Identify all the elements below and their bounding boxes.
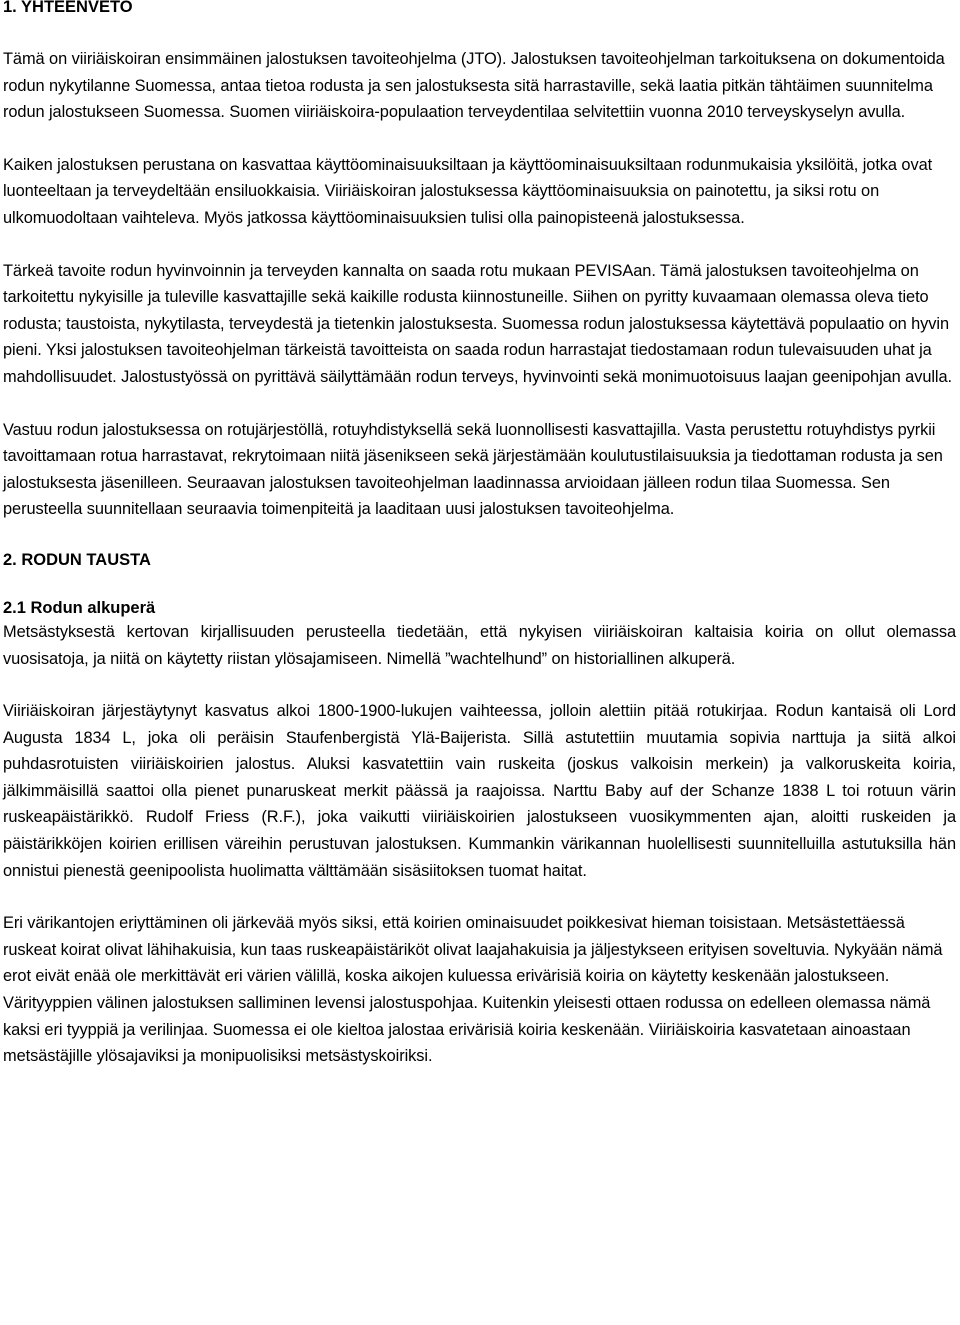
summary-paragraph-2: Kaiken jalostuksen perustana on kasvattaa käyttöominaisuuksiltaan ja käyttöominaisuuksiltaan rodunmukaisia yksilöitä, jotka ovat luonteeltaan ja terveydeltään ensiluokkaisia. Viiriäiskoiran jalostuksessa käyttöominaisuuksia on painotettu, ja siksi rotu on ulkomuodoltaan vaihteleva. Myös jatkossa käyttöominaisuuksien tulisi olla painopisteenä jalostuksessa. (3, 155, 933, 227)
summary-paragraph-3: Tärkeä tavoite rodun hyvinvoinnin ja terveyden kannalta on saada rotu mukaan PEVISAan. Tämä jalostuksen tavoiteohjelma on tarkoitettu nykyisille ja tuleville kasvattajille sekä kaikille rodusta kiinnostuneille. Siihen on pyritty kuvaamaan olemassa oleva tieto rodusta; taustoista, nykytilasta, terveydestä ja tietenkin jalostuksesta. Suomessa rodun jalostuksessa käytettävä populaatio on hyvin pieni. Yksi jalostuksen tavoiteohjelman tärkeistä tavoitteista on saada rodun harrastajat tiedostamaan rodun tulevaisuuden uhat ja mahdollisuudet. Jalostustyössä on pyrittävä säilyttämään rodun terveys, hyvinvointi sekä monimuotoisuus laajan geenipohjan avulla. (3, 261, 952, 386)
origin-paragraph-3: Eri värikantojen eriyttäminen oli järkevää myös siksi, että koirien ominaisuudet poikkesivat hieman toisistaan. Metsästettäessä ruskeat koirat olivat lähihakuisia, kun taas ruskeapäistäriköt olivat laajahakuisia ja jäljestykseen erityisen soveltuvia. Nykyään nämä erot eivät enää ole merkittävät eri värien välillä, koska aikojen kuluessa erivärisiä koiria on käytetty keskenään jalostukseen. Värityyppien välinen jalostuksen salliminen levensi jalostuspohjaa. Kuitenkin yleisesti ottaen rodussa on edelleen olemassa nämä kaksi eri tyyppiä ja verilinjaa. Suomessa ei ole kieltoa jalostaa erivärisiä koiria keskenään. Viiriäiskoiria kasvatetaan ainoastaan metsästäjille ylösajaviksi ja monipuolisiksi metsästyskoiriksi. (3, 914, 943, 1066)
origin-paragraph-1: Metsästyksestä kertovan kirjallisuuden perusteella tiedetään, että nykyisen viiriäiskoiran kaltaisia koiria on ollut olemassa vuosisatoja, ja niitä on käytetty riistan ylösajamiseen. Nimellä ”wachtelhund” on historiallinen alkuperä. (3, 622, 956, 668)
subsection-heading-breed-origin: 2.1 Rodun alkuperä (3, 598, 156, 617)
summary-paragraph-1: Tämä on viiriäiskoiran ensimmäinen jalostuksen tavoiteohjelma (JTO). Jalostuksen tavoiteohjelman tarkoituksena on dokumentoida rodun nykytilanne Suomessa, antaa tietoa rodusta ja sen jalostuksesta sitä harrastaville, sekä laatia pitkän tähtäimen suunnitelma rodun jalostukseen Suomessa. Suomen viiriäiskoira-populaation terveydentilaa selvitettiin vuonna 2010 terveyskyselyn avulla. (3, 50, 945, 122)
summary-paragraph-4: Vastuu rodun jalostuksessa on rotujärjestöllä, rotuyhdistyksellä sekä luonnollisesti kasvattajilla. Vasta perustettu rotuyhdistys pyrkii tavoittamaan rotua harrastavat, rekrytoimaan niitä jäsenikseen sekä järjestämään koulutustilaisuuksia ja tiedottaman rodusta ja sen jalostuksesta jäsenilleen. Seuraavan jalostuksen tavoiteohjelman laadinnassa arvioidaan jälleen rodun tilaa Suomessa. Sen perusteella suunnitellaan seuraavia toimenpiteitä ja laaditaan uusi jalostuksen tavoiteohjelma. (3, 420, 943, 519)
section-heading-summary: 1. YHTEENVETO (3, 0, 133, 16)
section-heading-breed-background: 2. RODUN TAUSTA (3, 550, 151, 569)
origin-paragraph-2: Viiriäiskoiran järjestäytynyt kasvatus alkoi 1800-1900-lukujen vaihteessa, jolloin alettiin pitää rotukirjaa. Rodun kantaisä oli Lord Augusta 1834 L, joka oli peräisin Staufenbergistä Ylä-Baijerista. Sillä astutettiin muutamia sopivia narttuja ja siitä alkoi puhdasrotuisten viiriäiskoirien jalostus. Aluksi kasvatettiin vain ruskeita (joskus valkoisin merkein) ja valkoruskeita koiria, jälkimmäisillä saattoi olla pienet punaruskeat merkit päässä ja raajoissa. Narttu Baby auf der Schanze 1838 L toi rotuun värin ruskeapäistärikkö. Rudolf Friess (R.F.), joka vaikutti viiriäiskoirien jalostukseen vuosikymmenten ajan, aloitti ruskeiden ja päistärikköjen koirien erillisen väreihin perustuvan jalostuksen. Kummankin värikannan huolellisesti suunnitelluilla astutuksilla hän onnistui pienestä geenipoolista huolimatta välttämään sisäsiitoksen tuomat haitat. (3, 702, 956, 880)
